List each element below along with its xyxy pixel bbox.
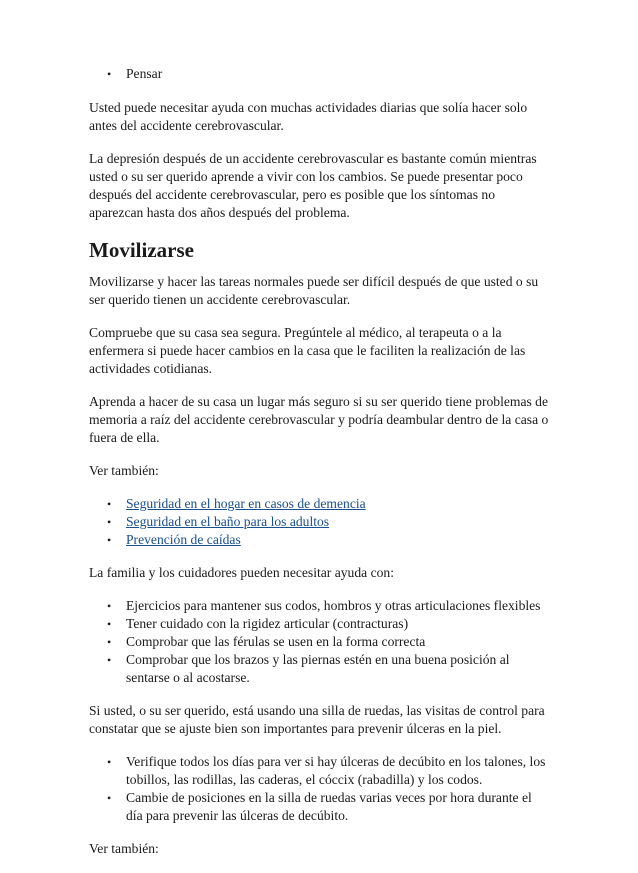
list-item: • Tener cuidado con la rigidez articular (contracturas) xyxy=(126,615,549,633)
intro-bullet-list xyxy=(89,65,549,83)
see-also-label: Ver también: xyxy=(89,841,159,856)
list-item: • Comprobar que las férulas se usen en la forma correcta xyxy=(126,633,549,651)
link-home-safety-dementia[interactable]: Seguridad en el hogar en casos de demencia xyxy=(126,496,366,511)
paragraph: Si usted, o su ser querido, está usando una silla de ruedas, las visitas de control para constatar que se ajuste bien son importantes para prevenir úlceras en la piel. xyxy=(89,703,545,736)
list-item xyxy=(126,531,549,549)
see-also-links-list xyxy=(89,495,549,549)
wheelchair-list xyxy=(89,753,549,825)
paragraph: Usted puede necesitar ayuda con muchas actividades diarias que solía hacer solo antes del accidente cerebrovascular. xyxy=(89,100,528,133)
document-page xyxy=(89,65,549,873)
list-item: • Pensar xyxy=(126,65,549,83)
list-item: • Cambie de posiciones en la silla de ruedas varias veces por hora durante el día para prevenir las úlceras de decúbito. xyxy=(126,789,549,825)
list-item xyxy=(126,513,549,531)
section-heading: Movilizarse xyxy=(89,238,194,262)
see-also-label: Ver también: xyxy=(89,463,159,478)
paragraph: Aprenda a hacer de su casa un lugar más seguro si su ser querido tiene problemas de memoria a raíz del accidente cerebrovascular y podría deambular dentro de la casa o fuera de ella. xyxy=(89,394,549,445)
list-item: • Ejercicios para mantener sus codos, hombros y otras articulaciones flexibles xyxy=(126,597,549,615)
link-fall-prevention[interactable]: Prevención de caídas xyxy=(126,532,241,547)
link-bathroom-safety-adults[interactable]: Seguridad en el baño para los adultos xyxy=(126,514,330,529)
paragraph: Compruebe que su casa sea segura. Pregúntele al médico, al terapeuta o a la enfermera si puede hacer cambios en la casa que le faciliten la realización de las actividades cotidianas. xyxy=(89,325,526,376)
paragraph: Movilizarse y hacer las tareas normales puede ser difícil después de que usted o su ser querido tienen un accidente cerebrovascular. xyxy=(89,274,539,307)
paragraph: La depresión después de un accidente cerebrovascular es bastante común mientras usted o su ser querido aprende a vivir con los cambios. Se puede presentar poco después del accidente cerebrovascular, pero es posible que los síntomas no aparezcan hasta dos años después del problema. xyxy=(89,151,537,220)
list-item xyxy=(126,495,549,513)
paragraph: La familia y los cuidadores pueden necesitar ayuda con: xyxy=(89,565,394,580)
list-item: • Comprobar que los brazos y las piernas estén en una buena posición al sentarse o al acostarse. xyxy=(126,651,549,687)
list-item: • Verifique todos los días para ver si hay úlceras de decúbito en los talones, los tobillos, las rodillas, las caderas, el cóccix (rabadilla) y los codos. xyxy=(126,753,549,789)
family-help-list xyxy=(89,597,549,687)
